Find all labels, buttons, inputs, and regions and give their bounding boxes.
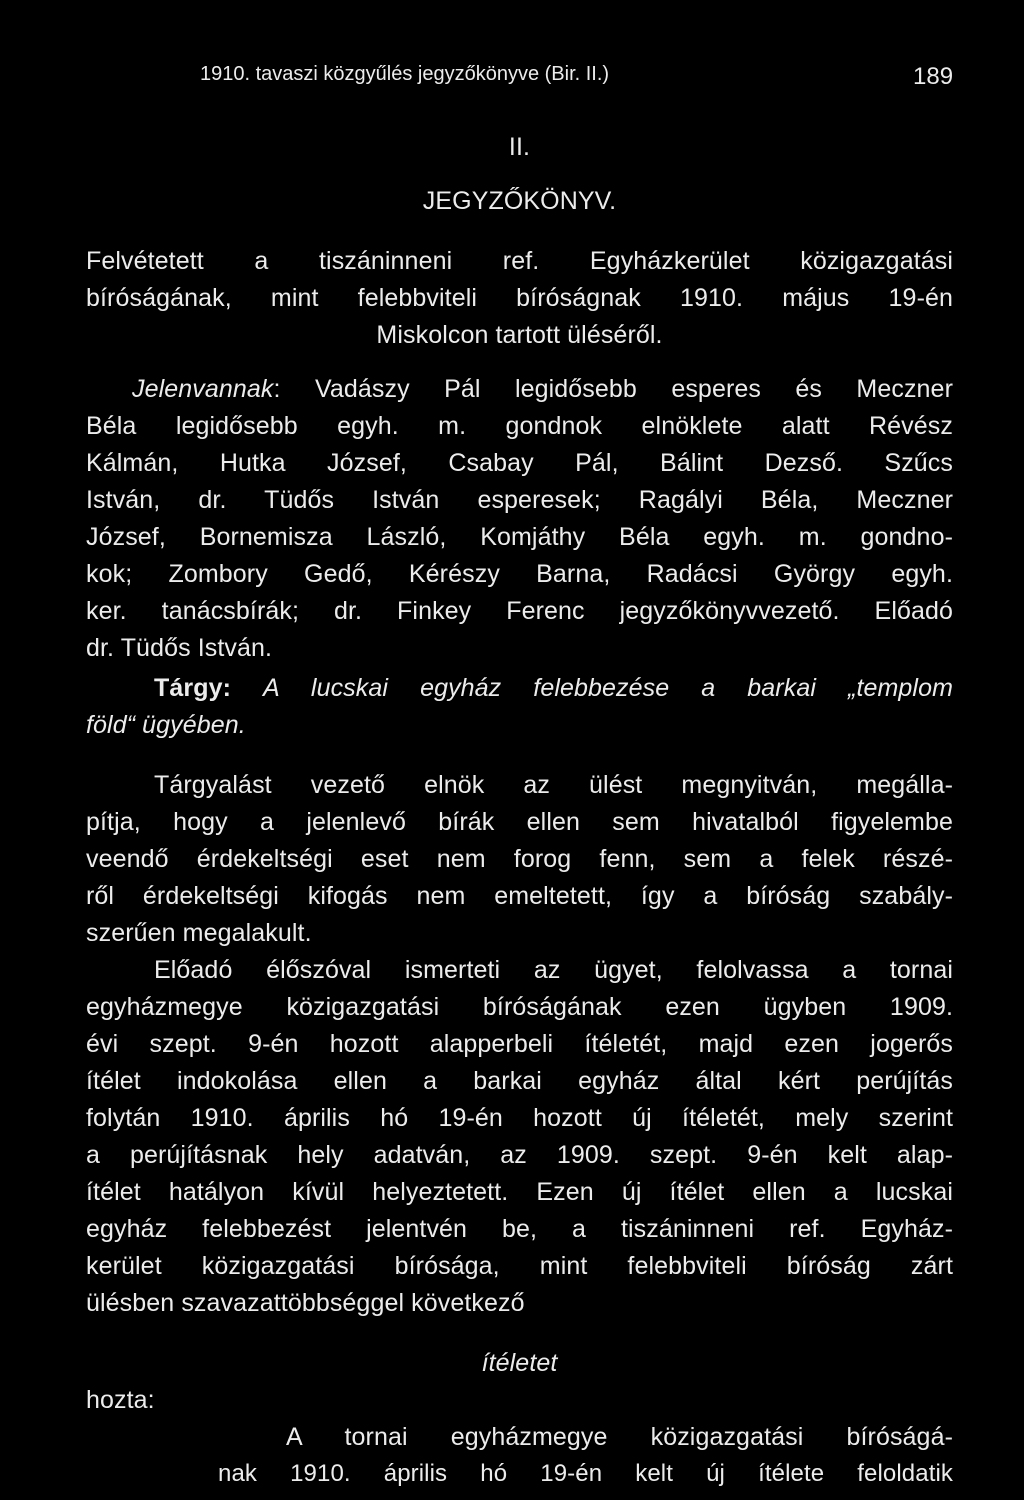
running-head: 1910. tavaszi közgyűlés jegyzőkönyve (Bir. II.) [200,63,610,85]
subject-label: Tárgy: [154,674,232,702]
body-line: egyházmegye közigazgatási bíróságának ezen ügyben 1909. [86,993,953,1021]
body-line: egyház felebbezést jelentvén be, a tiszáninneni ref. Egyház- [86,1215,953,1243]
body-line: folytán 1910. április hó 19-én hozott új ítéletét, mely szerint [86,1104,953,1132]
intro-line: Felvétetett a tiszáninneni ref. Egyházkerület közigazgatási [86,247,953,275]
body-line: szerűen megalakult. [86,919,312,947]
body-line: kerület közigazgatási bírósága, mint felebbviteli bíróság zárt [86,1252,953,1280]
body-line: ítélet hatályon kívül helyeztetett. Ezen új ítélet ellen a lucskai [86,1178,953,1206]
page-number: 189 [913,63,954,90]
present-line: dr. Tüdős István. [86,634,273,662]
subject-line [154,673,953,703]
subject-line-2: föld“ ügyében. [86,711,246,739]
body-line: veendő érdekeltségi eset nem forog fenn, sem a felek részé- [86,845,953,873]
body-line: pítja, hogy a jelenlevő bírák ellen sem hivatalból figyelembe [86,808,953,836]
verdict-word: ítéletet [481,1349,558,1377]
subject-text: A lucskai egyház felebbezése a barkai „templom [263,674,954,702]
present-line: Kálmán, Hutka József, Csabay Pál, Bálint Dezső. Szűcs [86,449,953,477]
body-line: Tárgyalást vezető elnök az ülést megnyitván, megálla- [154,771,953,799]
body-line: évi szept. 9-én hozott alapperbeli ítéletét, majd ezen jogerős [86,1030,953,1058]
document-title: JEGYZŐKÖNYV. [422,187,617,215]
present-label: Jelenvannak [132,375,274,403]
verdict-line: A tornai egyházmegye közigazgatási bíróságá- [286,1423,953,1451]
present-line: ker. tanácsbírák; dr. Finkey Ferenc jegyzőkönyvvezető. Előadó [86,597,953,625]
body-line: a perújításnak hely adatván, az 1909. szept. 9-én kelt alap- [86,1141,953,1169]
intro-line: Miskolcon tartott üléséről. [376,321,663,349]
body-line: ről érdekeltségi kifogás nem emeltetett, így a bíróság szabály- [86,882,953,910]
present-line: József, Bornemisza László, Komjáthy Béla egyh. m. gondno- [86,523,953,551]
intro-line: bíróságának, mint felebbviteli bíróságnak 1910. május 19-én [86,284,953,312]
present-line: István, dr. Tüdős István esperesek; Ragályi Béla, Meczner [86,486,953,514]
present-line: Béla legidősebb egyh. m. gondnok elnöklete alatt Révész [86,412,953,440]
section-number: II. [508,133,531,161]
hozta-label: hozta: [86,1386,155,1414]
present-first-line [132,374,953,404]
present-first-rest: : Vadászy Pál legidősebb esperes és Meczner [273,375,953,403]
body-line: Előadó élőszóval ismerteti az ügyet, felolvassa a tornai [154,956,953,984]
body-line: ítélet indokolása ellen a barkai egyház által kért perújítás [86,1067,953,1095]
body-line: ülésben szavazattöbbséggel következő [86,1289,525,1317]
verdict-line: nak 1910. április hó 19-én kelt új ítélete feloldatik [218,1460,953,1487]
present-line: kok; Zombory Gedő, Kérészy Barna, Radácsi György egyh. [86,560,953,588]
